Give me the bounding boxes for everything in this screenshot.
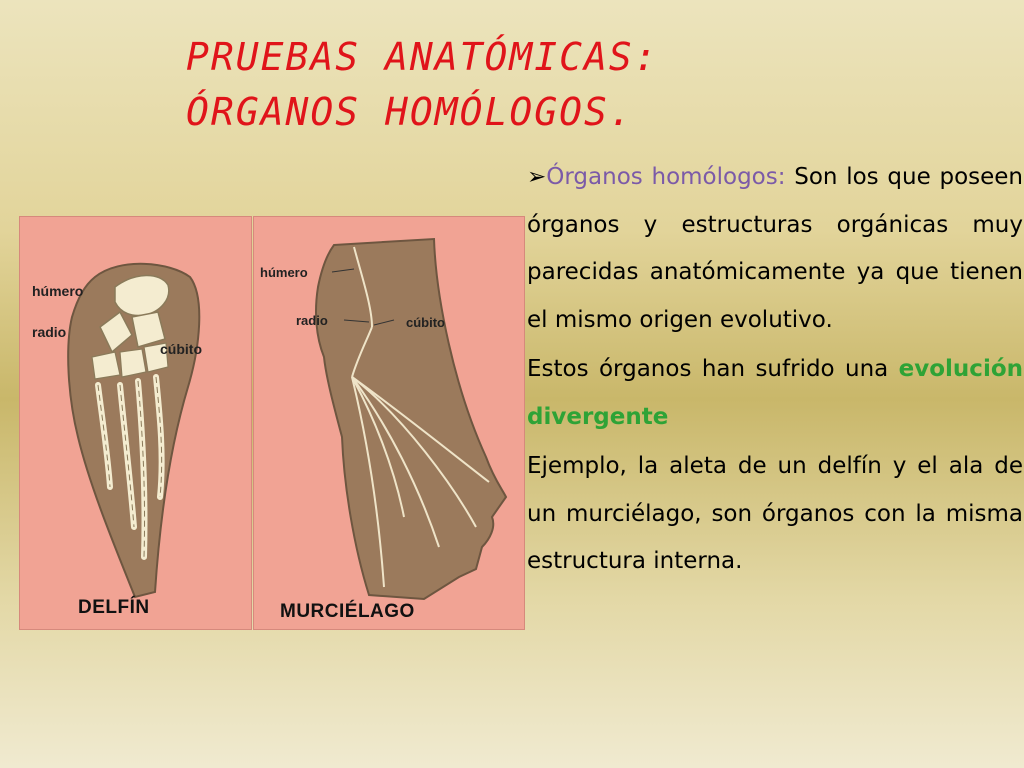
slide-title-line-2: ÓRGANOS HOMÓLOGOS.: [186, 90, 634, 134]
bat-label-radio: radio: [296, 313, 328, 328]
slide-title: [186, 30, 659, 140]
divergent-paragraph: [527, 346, 1023, 441]
bat-wing-figure: [254, 217, 524, 629]
dolphin-label-cubito: cúbito: [160, 341, 202, 357]
divergent-text: Estos órganos han sufrido una: [527, 356, 899, 382]
divergent-evolution-highlight: evolución divergente: [527, 356, 1023, 430]
dolphin-label-radio: radio: [32, 324, 67, 340]
bat-caption: MURCIÉLAGO: [280, 601, 415, 622]
bat-label-cubito: cúbito: [406, 315, 445, 330]
bat-label-humero: húmero: [260, 265, 308, 280]
definition-text: Son los que poseen órganos y estructuras orgánicas muy parecidas anatómicamente ya que tienen el mismo origen evolutivo.: [527, 164, 1023, 333]
dolphin-flipper-illustration: [20, 217, 251, 629]
arrow-bullet-icon: ➢: [527, 164, 547, 190]
body-text: [527, 154, 1023, 586]
dolphin-flipper-figure: [20, 217, 251, 629]
term-homologous-organs: Órganos homólogos:: [546, 164, 786, 190]
definition-paragraph: [527, 154, 1023, 344]
dolphin-label-humero: húmero: [32, 283, 84, 299]
slide-title-line-1: PRUEBAS ANATÓMICAS:: [186, 35, 659, 79]
dolphin-caption: DELFÍN: [78, 597, 150, 618]
example-paragraph: Ejemplo, la aleta de un delfín y el ala de un murciélago, son órganos con la misma estructura interna.: [527, 453, 1023, 574]
